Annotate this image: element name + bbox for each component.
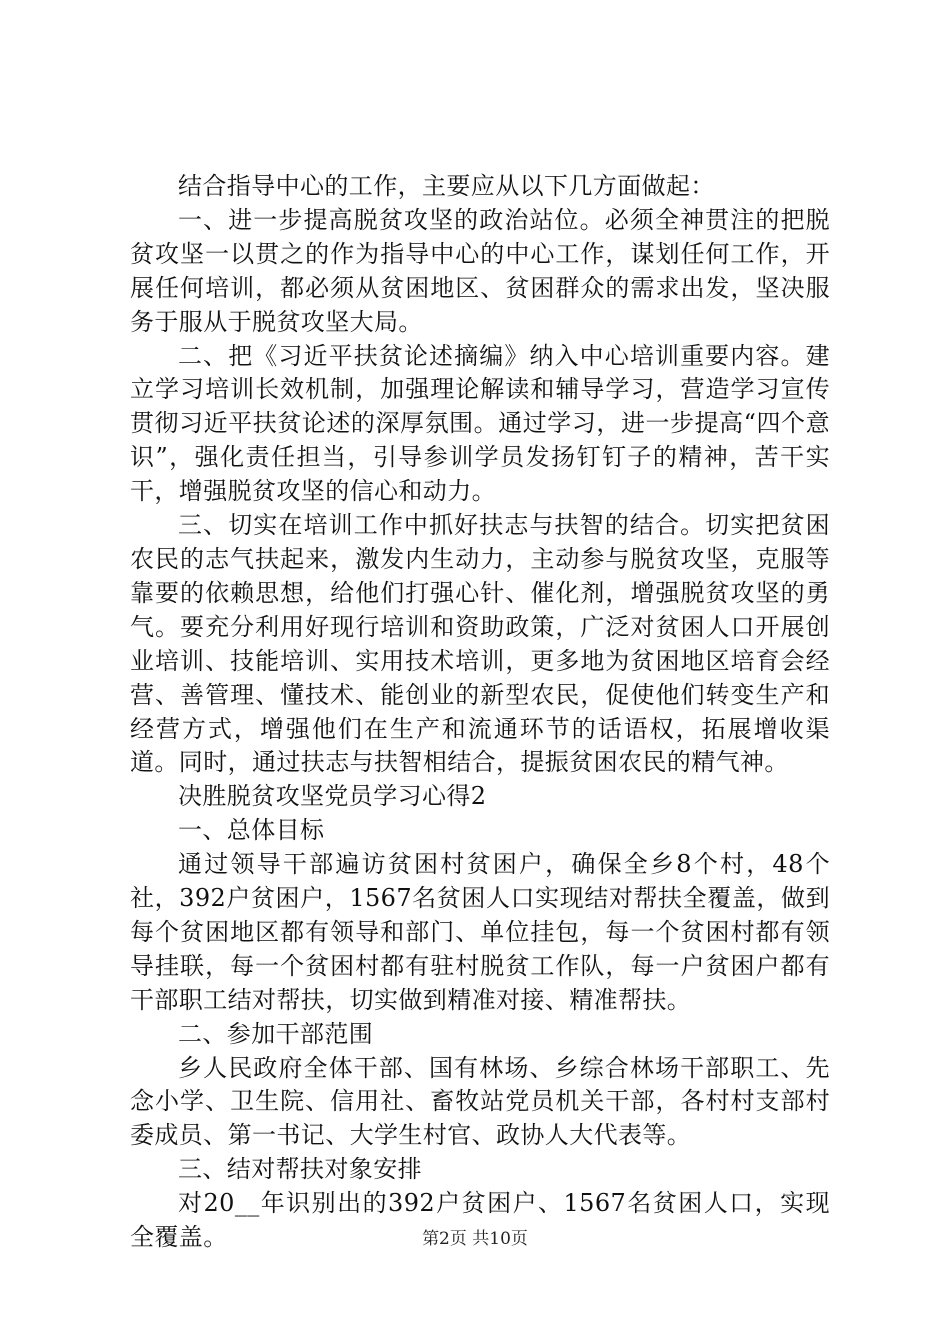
page-number-footer: 第2页 共10页 xyxy=(422,1229,528,1249)
section-title: 决胜脱贫攻坚党员学习心得2 xyxy=(178,782,487,811)
assistance-targets-paragraph: 对20__年识别出的392户贫困户、1567名贫困人口，实现全覆盖。 xyxy=(130,1189,830,1252)
overall-goal-paragraph: 通过领导干部遍访贫困村贫困户，确保全乡8个村，48个社，392户贫困户，1567名贫困人口实现结对帮扶全覆盖，做到每个贫困地区都有领导和部门、单位挂包，每一个贫困村都有领导挂联，每一个贫困村都有驻村脱贫工作队，每一户贫困户都有干部职工结对帮扶，切实做到精准对接、精准帮扶。 xyxy=(130,850,830,1014)
point-one-paragraph: 一、进一步提高脱贫攻坚的政治站位。必须全神贯注的把脱贫攻坚一以贯之的作为指导中心的中心工作，谋划任何工作，开展任何培训，都必须从贫困地区、贫困群众的需求出发，坚决服务于服从于脱贫攻坚大局。 xyxy=(130,205,830,336)
point-two-paragraph: 二、把《习近平扶贫论述摘编》纳入中心培训重要内容。建立学习培训长效机制，加强理论解读和辅导学习，营造学习宣传贯彻习近平扶贫论述的深厚氛围。通过学习，进一步提高“四个意识”，强化责任担当，引导参训学员发扬钉钉子的精神，苦干实干，增强脱贫攻坚的信心和动力。 xyxy=(130,341,830,506)
cadre-scope-paragraph: 乡人民政府全体干部、国有林场、乡综合林场干部职工、先念小学、卫生院、信用社、畜牧站党员机关干部，各村村支部村委成员、第一书记、大学生村官、政协人大代表等。 xyxy=(130,1053,830,1150)
heading-assistance-targets: 三、结对帮扶对象安排 xyxy=(178,1155,422,1184)
point-three-paragraph: 三、切实在培训工作中抓好扶志与扶智的结合。切实把贫困农民的志气扶起来，激发内生动力，主动参与脱贫攻坚，克服等靠要的依赖思想，给他们打强心针、催化剂，增强脱贫攻坚的勇气。要充分利用好现行培训和资助政策，广泛对贫困人口开展创业培训、技能培训、实用技术培训，更多地为贫困地区培育会经营、善管理、懂技术、能创业的新型农民，促使他们转变生产和经营方式，增强他们在生产和流通环节的话语权，拓展增收渠道。同时，通过扶志与扶智相结合，提振贫困农民的精气神。 xyxy=(130,511,830,777)
heading-cadre-scope: 二、参加干部范围 xyxy=(178,1019,374,1048)
heading-overall-goal: 一、总体目标 xyxy=(178,816,325,845)
intro-paragraph: 结合指导中心的工作，主要应从以下几方面做起： xyxy=(178,172,715,200)
document-body xyxy=(130,170,830,1255)
